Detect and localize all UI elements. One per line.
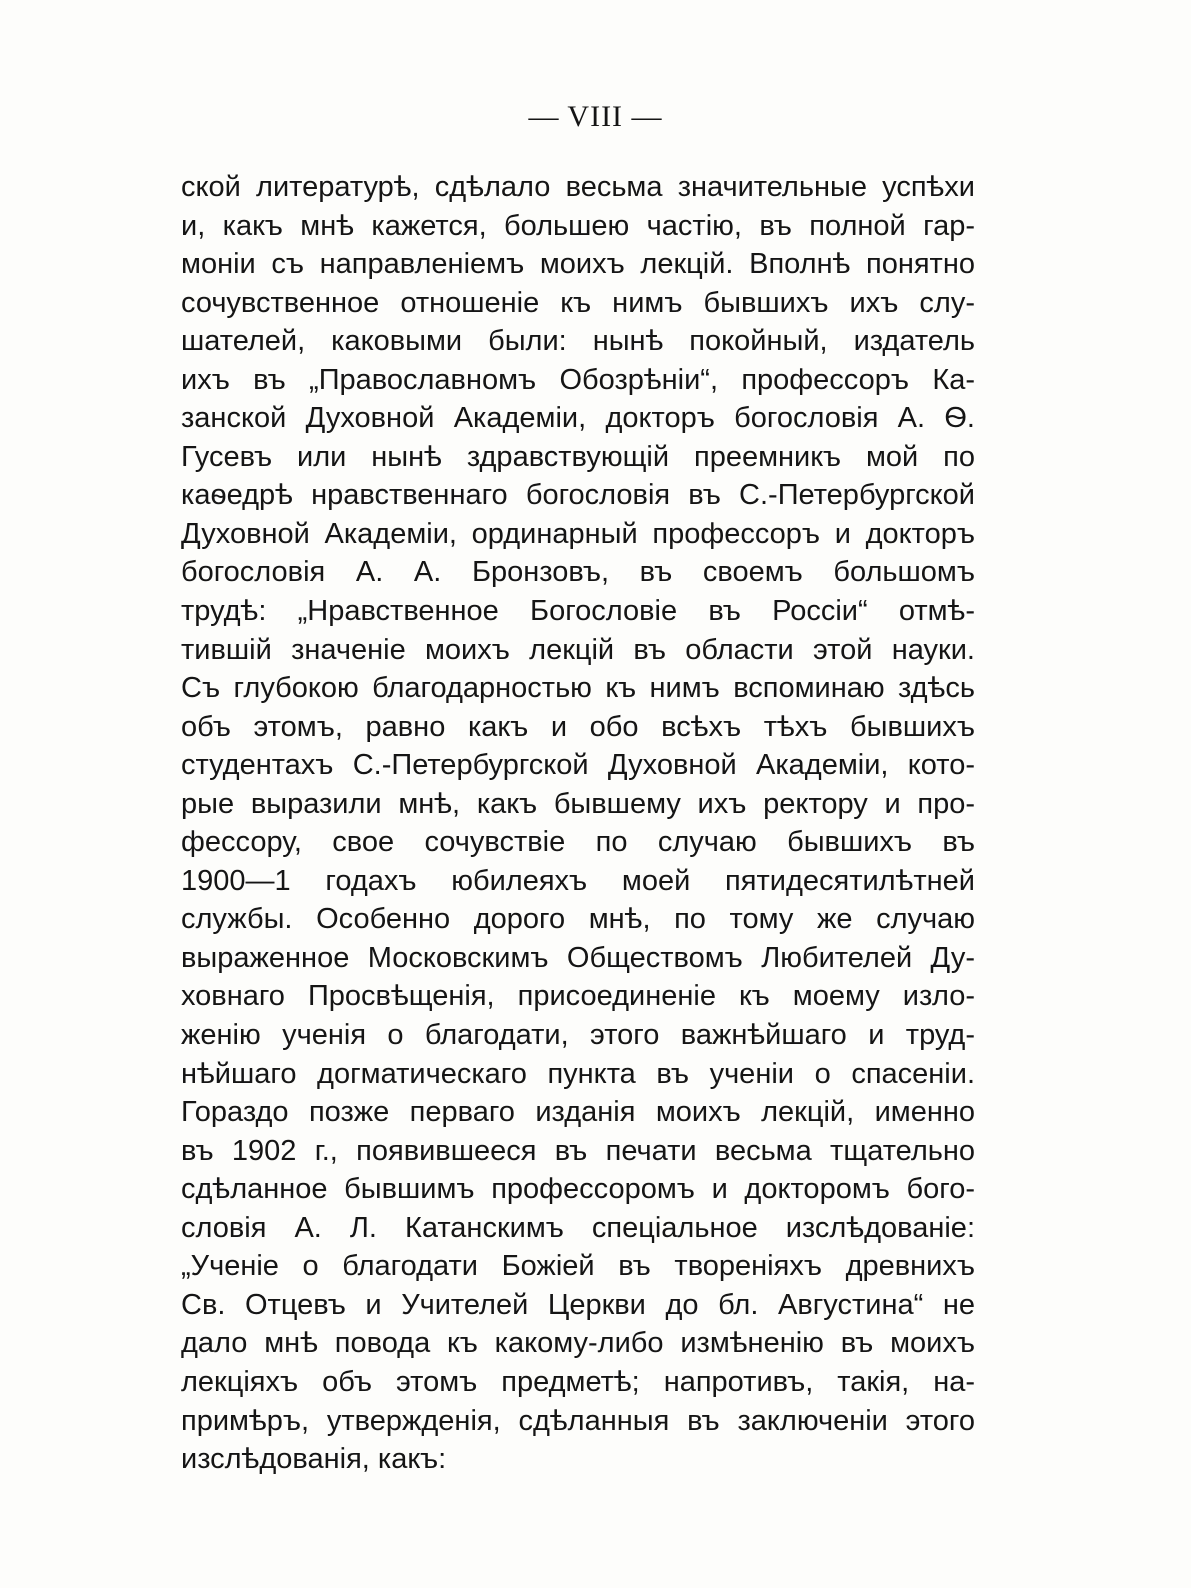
text-line: студентахъ С.-Петербургской Духовной Академіи, кото- <box>181 749 975 782</box>
text-line: моніи съ направленіемъ моихъ лекцій. Вполнѣ понятно <box>181 248 975 281</box>
text-line: и, какъ мнѣ кажется, большею частію, въ полной гар- <box>181 209 975 242</box>
text-line: фессору, свое сочувствіе по случаю бывшихъ въ <box>181 826 975 859</box>
text-line: въ 1902 г., появившееся въ печати весьма тщательно <box>181 1134 975 1167</box>
text-line: словія А. Л. Катанскимъ спеціальное изслѣдованіе: <box>181 1211 975 1244</box>
text-line: занской Духовной Академіи, докторъ богословія А. Ѳ. <box>181 402 975 435</box>
text-line: ховнаго Просвѣщенія, присоединеніе къ моему изло- <box>181 980 975 1013</box>
text-line: сдѣланное бывшимъ профессоромъ и докторомъ бого- <box>181 1173 975 1206</box>
text-line: дало мнѣ повода къ какому-либо измѣненію въ моихъ <box>181 1327 975 1360</box>
text-line: изслѣдованія, какъ: <box>181 1443 447 1476</box>
text-line: Гораздо позже перваго изданія моихъ лекцій, именно <box>181 1096 975 1129</box>
text-line: Св. Отцевъ и Учителей Церкви до бл. Августина“ не <box>181 1288 975 1321</box>
text-line: лекціяхъ объ этомъ предметѣ; напротивъ, такія, на- <box>181 1365 975 1398</box>
text-line: нѣйшаго догматическаго пункта въ ученіи о спасеніи. <box>181 1057 975 1090</box>
text-line: шателей, каковыми были: нынѣ покойный, издатель <box>181 325 975 358</box>
text-line: „Ученіе о благодати Божіей въ твореніяхъ древнихъ <box>181 1250 975 1283</box>
page-number: — VIII — <box>528 100 663 133</box>
text-line: 1900—1 годахъ юбилеяхъ моей пятидесятилѣтней <box>181 864 975 897</box>
body-text <box>181 168 975 1479</box>
text-line: Гусевъ или нынѣ здравствующій преемникъ мой по <box>181 440 975 473</box>
text-line: богословія А. А. Бронзовъ, въ своемъ большомъ <box>181 556 975 589</box>
text-line: Духовной Академіи, ординарный профессоръ и докторъ <box>181 517 975 550</box>
text-line: тившій значеніе моихъ лекцій въ области этой науки. <box>181 633 975 666</box>
text-line: ской литературѣ, сдѣлало весьма значительные успѣхи <box>181 171 975 203</box>
text-line: выраженное Московскимъ Обществомъ Любителей Ду- <box>181 941 975 974</box>
text-line: службы. Особенно дорого мнѣ, по тому же случаю <box>181 903 975 936</box>
text-line: рые выразили мнѣ, какъ бывшему ихъ ректору и про- <box>181 787 975 820</box>
text-line: женію ученія о благодати, этого важнѣйшаго и труд- <box>181 1019 975 1052</box>
text-line: объ этомъ, равно какъ и обо всѣхъ тѣхъ бывшихъ <box>181 710 975 743</box>
text-line: примѣръ, утвержденія, сдѣланныя въ заключеніи этого <box>181 1404 975 1437</box>
text-line: Съ глубокою благодарностью къ нимъ вспоминаю здѣсь <box>181 672 975 705</box>
text-line: каѳедрѣ нравственнаго богословія въ С.-Петербургской <box>181 479 975 512</box>
text-line: трудѣ: „Нравственное Богословіе въ Россіи“ отмѣ- <box>181 595 975 628</box>
text-line: ихъ въ „Православномъ Обозрѣніи“, профессоръ Ка- <box>181 363 975 396</box>
text-line: сочувственное отношеніе къ нимъ бывшихъ ихъ слу- <box>181 286 975 319</box>
